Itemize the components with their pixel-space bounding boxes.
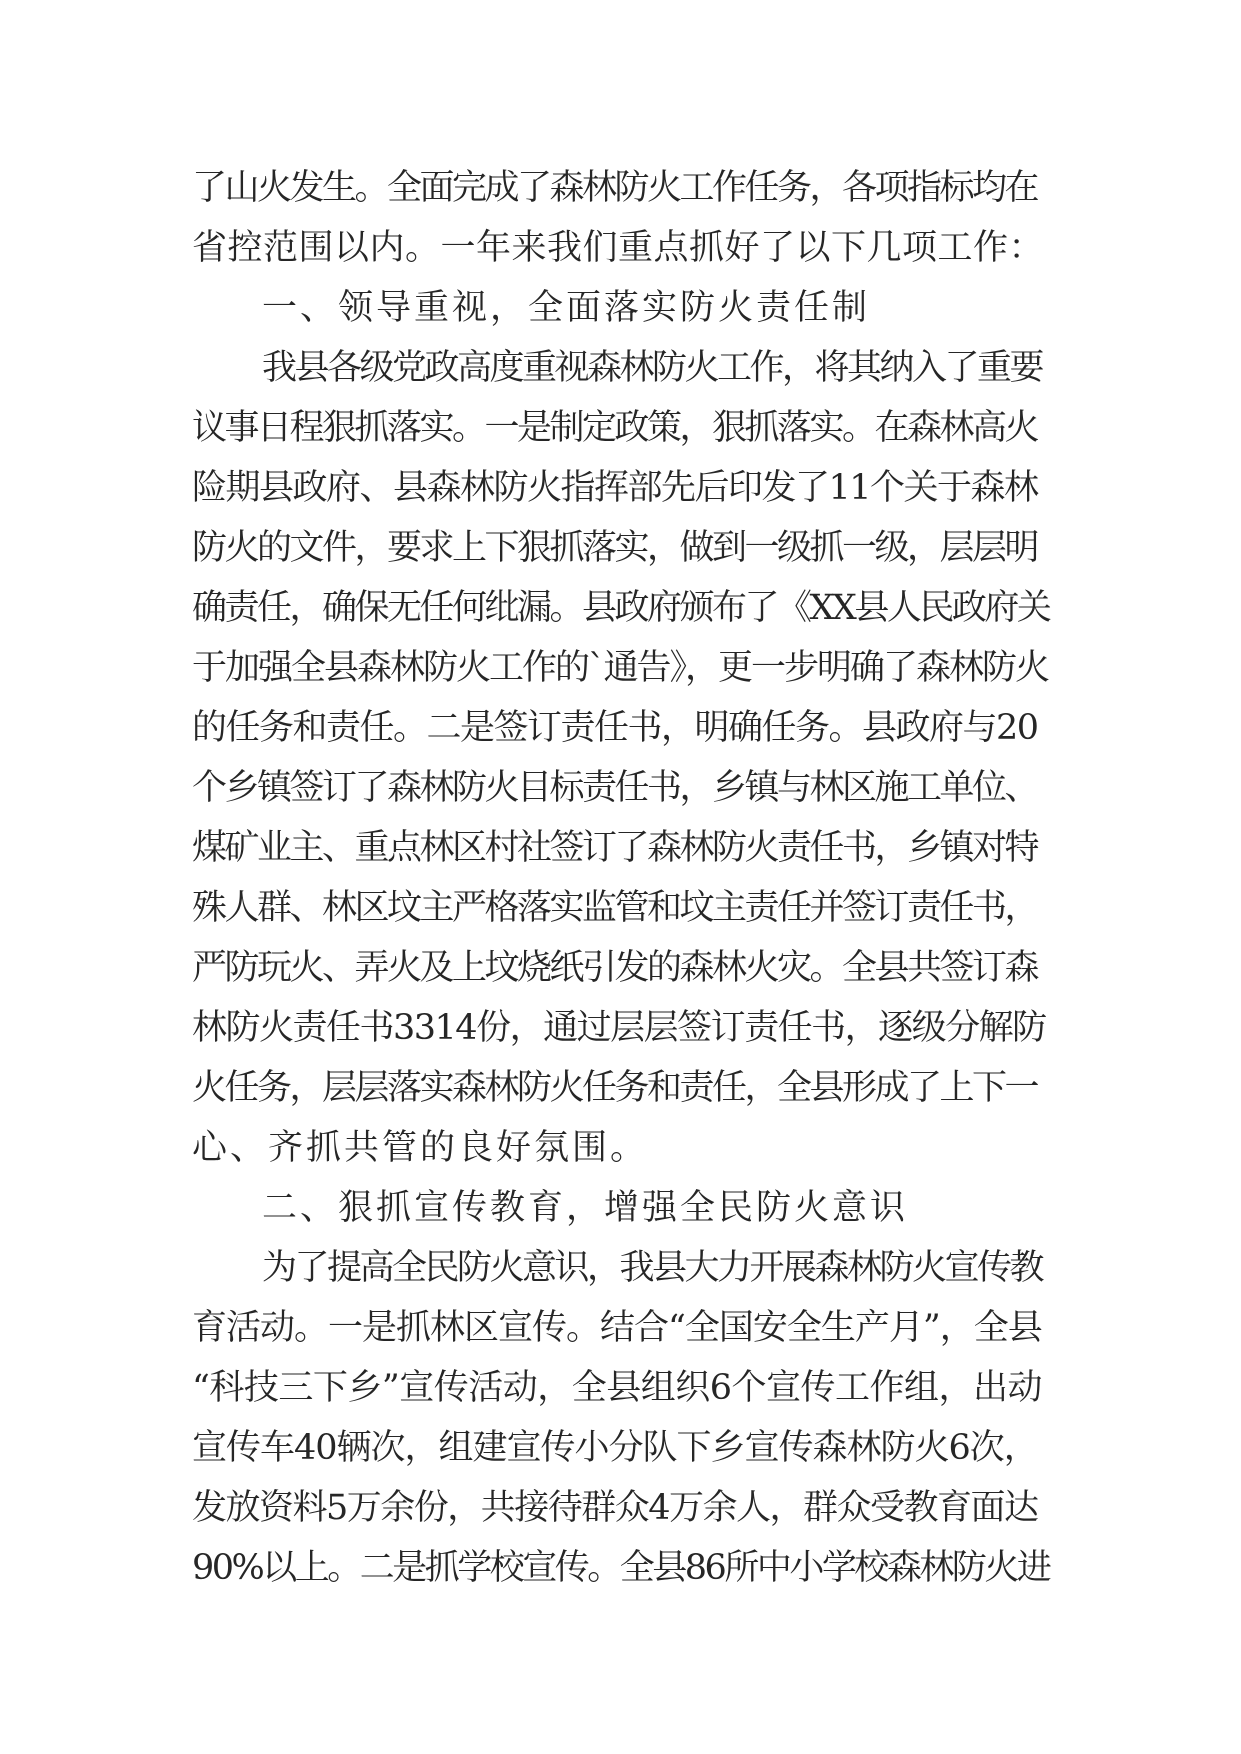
text-line: “科技三下乡”宣传活动，全县组织6个宣传工作组，出动 — [192, 1368, 1043, 1408]
text-line: 林防火责任书3314份，通过层层签订责任书，逐级分解防 — [192, 1008, 1046, 1048]
text-line: 殊人群、林区坟主严格落实监管和坟主责任并签订责任书， — [192, 888, 1038, 928]
text-line: 严防玩火、弄火及上坟烧纸引发的森林火灾。全县共签订森 — [192, 948, 1038, 988]
text-line: 发放资料5万余份，共接待群众4万余人，群众受教育面达 — [192, 1488, 1038, 1528]
text-line: 二、狠抓宣传教育，增强全民防火意识 — [262, 1188, 909, 1228]
text-line: 防火的文件，要求上下狠抓落实，做到一级抓一级，层层明 — [192, 528, 1038, 568]
text-line: 了山火发生。全面完成了森林防火工作任务，各项指标均在 — [192, 168, 1038, 208]
document-body — [192, 158, 1049, 1598]
text-line: 险期县政府、县森林防火指挥部先后印发了11个关于森林 — [192, 468, 1038, 508]
text-line: 育活动。一是抓林区宣传。结合“全国安全生产月”，全县 — [192, 1308, 1042, 1348]
text-line: 我县各级党政高度重视森林防火工作，将其纳入了重要 — [262, 348, 1043, 388]
text-line: 90%以上。二是抓学校宣传。全县86所中小学校森林防火进 — [192, 1548, 1050, 1588]
text-line: 的任务和责任。二是签订责任书，明确任务。县政府与20 — [192, 708, 1038, 748]
text-line: 议事日程狠抓落实。一是制定政策，狠抓落实。在森林高火 — [192, 408, 1038, 448]
text-line: 一、领导重视，全面落实防火责任制 — [262, 288, 871, 328]
text-line: 心、齐抓共管的良好氛围。 — [192, 1128, 649, 1168]
text-line: 个乡镇签订了森林防火目标责任书，乡镇与林区施工单位、 — [192, 768, 1038, 808]
text-line: 省控范围以内。一年来我们重点抓好了以下几项工作： — [192, 228, 1045, 268]
text-line: 确责任，确保无任何纰漏。县政府颁布了《XX县人民政府关 — [192, 588, 1050, 628]
text-line: 火任务，层层落实森林防火任务和责任，全县形成了上下一 — [192, 1068, 1038, 1108]
text-line: 宣传车40辆次，组建宣传小分队下乡宣传森林防火6次， — [192, 1428, 1038, 1468]
text-line: 煤矿业主、重点林区村社签订了森林防火责任书，乡镇对特 — [192, 828, 1038, 868]
text-line: 为了提高全民防火意识，我县大力开展森林防火宣传教 — [262, 1248, 1043, 1288]
text-line: 于加强全县森林防火工作的`通告》，更一步明确了森林防火 — [192, 648, 1049, 688]
